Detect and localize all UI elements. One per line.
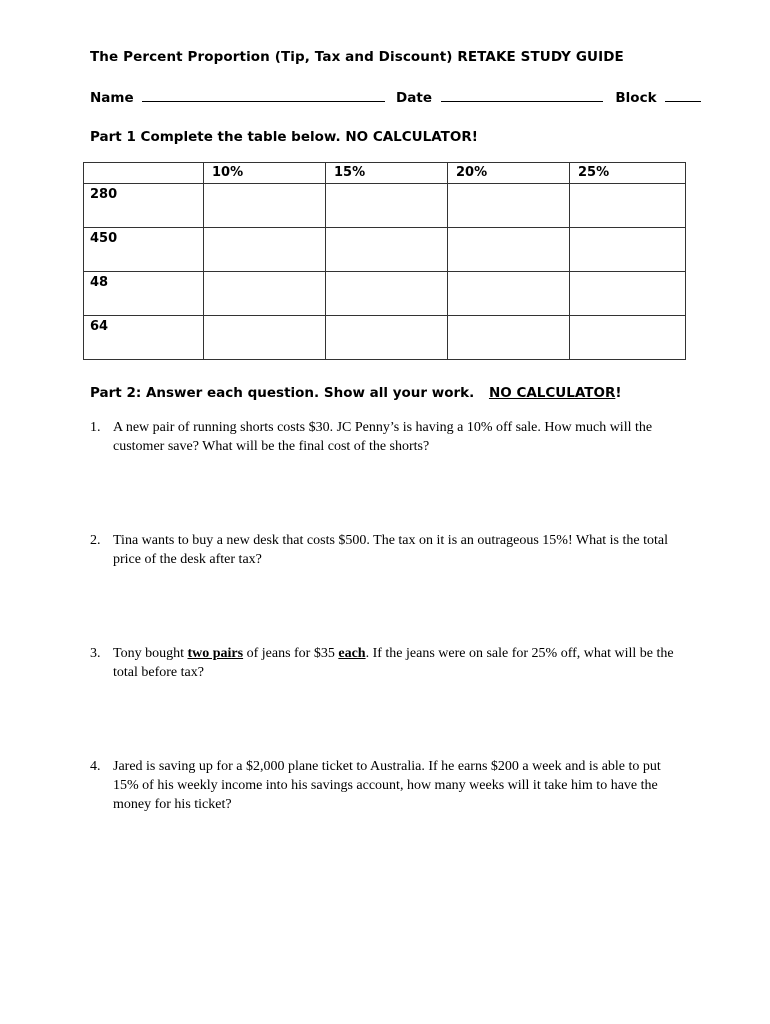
row-header: 64 — [84, 316, 204, 360]
answer-cell[interactable] — [326, 272, 448, 316]
column-header: 10% — [204, 163, 326, 184]
answer-cell[interactable] — [326, 184, 448, 228]
question-line: money for his ticket? — [113, 797, 232, 812]
answer-cell[interactable] — [204, 272, 326, 316]
part1-heading: Part 1 Complete the table below. NO CALCULATOR! — [90, 129, 478, 145]
page-title: The Percent Proportion (Tip, Tax and Discount) RETAKE STUDY GUIDE — [90, 49, 624, 65]
row-header: 450 — [84, 228, 204, 272]
table-row — [84, 184, 686, 228]
date-field[interactable] — [441, 89, 603, 102]
question-text: of jeans for $35 — [243, 646, 339, 661]
answer-cell[interactable] — [570, 184, 686, 228]
row-header: 280 — [84, 184, 204, 228]
question-number: 1. — [90, 420, 101, 435]
block-field[interactable] — [665, 89, 701, 102]
answer-cell[interactable] — [204, 184, 326, 228]
question-line: total before tax? — [113, 665, 204, 680]
answer-cell[interactable] — [326, 316, 448, 360]
emphasis-two-pairs: two pairs — [187, 646, 244, 661]
table-header-row — [84, 163, 686, 184]
question-line: Tina wants to buy a new desk that costs $500. The tax on it is an outrageous 15%! What is the total — [113, 533, 668, 548]
answer-cell[interactable] — [204, 316, 326, 360]
answer-cell[interactable] — [448, 228, 570, 272]
column-header: 15% — [326, 163, 448, 184]
question-1 — [90, 418, 690, 456]
corner-cell — [84, 163, 204, 184]
percent-table — [83, 162, 686, 360]
table-row — [84, 316, 686, 360]
part2-heading-suffix: ! — [615, 385, 622, 401]
name-field[interactable] — [142, 89, 385, 102]
table-row — [84, 272, 686, 316]
question-2 — [90, 531, 690, 569]
row-header: 48 — [84, 272, 204, 316]
answer-cell[interactable] — [570, 272, 686, 316]
block-label: Block — [615, 90, 657, 106]
question-line: customer save? What will be the final cost of the shorts? — [113, 439, 430, 454]
question-line — [113, 644, 690, 663]
emphasis-each: each — [338, 646, 366, 661]
question-4 — [90, 757, 690, 814]
name-label: Name — [90, 90, 134, 106]
student-info-line — [90, 89, 701, 106]
date-label: Date — [396, 90, 432, 106]
answer-cell[interactable] — [448, 316, 570, 360]
column-header: 20% — [448, 163, 570, 184]
part2-heading — [90, 385, 622, 401]
question-text: Tony bought — [113, 646, 188, 661]
question-number: 3. — [90, 646, 101, 661]
no-calculator-emphasis: NO CALCULATOR — [488, 385, 616, 401]
question-line: 15% of his weekly income into his savings account, how many weeks will it take him to have the — [113, 778, 658, 793]
part2-heading-text: Part 2: Answer each question. Show all your work. — [90, 385, 475, 401]
question-line: Jared is saving up for a $2,000 plane ticket to Australia. If he earns $200 a week and is able to put — [113, 759, 661, 774]
question-3 — [90, 644, 690, 682]
answer-cell[interactable] — [204, 228, 326, 272]
question-line: price of the desk after tax? — [113, 552, 262, 567]
question-text: . If the jeans were on sale for 25% off, what will be the — [365, 646, 674, 661]
table-row — [84, 228, 686, 272]
answer-cell[interactable] — [448, 272, 570, 316]
question-number: 2. — [90, 533, 101, 548]
answer-cell[interactable] — [326, 228, 448, 272]
question-line: A new pair of running shorts costs $30. JC Penny’s is having a 10% off sale. How much will the — [113, 420, 653, 435]
answer-cell[interactable] — [448, 184, 570, 228]
column-header: 25% — [570, 163, 686, 184]
answer-cell[interactable] — [570, 316, 686, 360]
answer-cell[interactable] — [570, 228, 686, 272]
question-number: 4. — [90, 759, 101, 774]
